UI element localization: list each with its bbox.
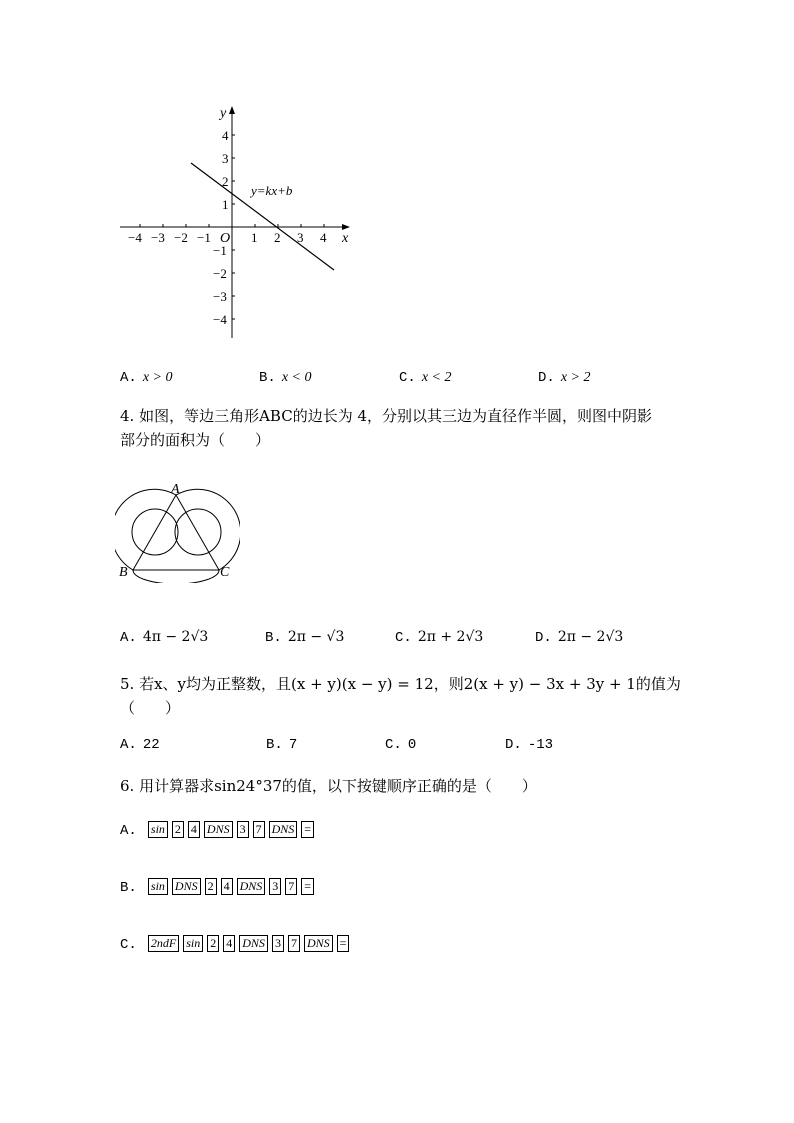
q4-option-b: B. 2π − √3	[265, 629, 345, 646]
x-tick: −3	[151, 230, 165, 245]
key-equals: =	[337, 935, 350, 952]
q3-option-d: D. x > 2	[538, 370, 591, 386]
q3-option-c: C. x < 2	[399, 370, 452, 386]
vertex-b-label: B	[119, 565, 128, 580]
key-sin: sin	[183, 935, 203, 952]
q4-option-c: C. 2π + 2√3	[395, 629, 484, 646]
origin-label: O	[220, 231, 231, 246]
y-axis-arrow	[229, 106, 235, 114]
key-2: 2	[205, 878, 217, 895]
q5-question-line2: （ ）	[120, 699, 181, 717]
key-3: 3	[269, 878, 281, 895]
x-tick: 3	[297, 230, 304, 245]
key-dns: DNS	[172, 878, 201, 895]
x-tick: 2	[274, 230, 281, 245]
x-tick: −1	[197, 230, 211, 245]
y-tick: 1	[222, 197, 229, 212]
vertex-c-label: C	[220, 565, 230, 580]
x-tick: 1	[251, 230, 258, 245]
x-axis-label: x	[342, 231, 349, 246]
q4-option-d: D. 2π − 2√3	[535, 629, 624, 646]
q5-option-d: D. -13	[505, 737, 554, 753]
key-4: 4	[221, 878, 233, 895]
key-2: 2	[207, 935, 219, 952]
q4-question-line1: 4. 如图，等边三角形ABC的边长为 4，分别以其三边为直径作半圆，则图中阴影	[120, 407, 653, 425]
x-axis-arrow	[342, 224, 350, 230]
q5-option-c: C. 0	[385, 737, 417, 753]
x-tick: −2	[174, 230, 188, 245]
q4-question-line2: 部分的面积为（ ）	[120, 431, 271, 449]
q6-option-a: A. sin 2 4 DNS 3 7 DNS =	[120, 819, 318, 839]
y-tick: 3	[222, 151, 229, 166]
key-dns: DNS	[204, 821, 233, 838]
x-tick: −4	[128, 230, 142, 245]
y-axis-label: y	[220, 106, 227, 121]
q3-option-a: A. x > 0	[120, 370, 173, 386]
key-dns: DNS	[304, 935, 333, 952]
triangle-figure	[115, 478, 240, 583]
x-tick: 4	[320, 230, 327, 245]
q3-option-b: B. x < 0	[259, 370, 312, 386]
key-sin: sin	[148, 821, 168, 838]
key-equals: =	[301, 878, 314, 895]
key-2ndf: 2ndF	[148, 935, 179, 952]
y-tick: 4	[222, 128, 229, 143]
y-tick: −3	[213, 289, 227, 304]
coordinate-graph	[110, 100, 360, 345]
key-equals: =	[301, 821, 314, 838]
key-3: 3	[272, 935, 284, 952]
q5-question-line1: 5. 若x、y均为正整数，且(x + y)(x − y) = 12，则2(x + y) − 3x + 3y + 1的值为	[120, 675, 681, 693]
y-tick: −4	[213, 312, 227, 327]
q4-option-a: A. 4π − 2√3	[120, 629, 209, 646]
key-sin: sin	[148, 878, 168, 895]
key-7: 7	[253, 821, 265, 838]
q5-option-b: B. 7	[266, 737, 298, 753]
q5-option-a: A. 22	[120, 737, 160, 753]
q6-question-line1: 6. 用计算器求sin24°37的值，以下按键顺序正确的是（ ）	[120, 777, 537, 795]
key-7: 7	[285, 878, 297, 895]
key-4: 4	[188, 821, 200, 838]
y-tick: −1	[213, 243, 227, 258]
line-label: y=kx+b	[251, 183, 293, 198]
key-dns: DNS	[237, 878, 266, 895]
y-tick: −2	[213, 266, 227, 281]
key-dns: DNS	[269, 821, 298, 838]
q6-option-b: B. sin DNS 2 4 DNS 3 7 =	[120, 876, 318, 896]
key-dns: DNS	[239, 935, 268, 952]
key-7: 7	[288, 935, 300, 952]
y-tick: 2	[222, 174, 229, 189]
vertex-a-label: A	[171, 482, 180, 497]
key-2: 2	[172, 821, 184, 838]
q6-option-c: C. 2ndF sin 2 4 DNS 3 7 DNS =	[120, 933, 353, 953]
key-3: 3	[237, 821, 249, 838]
key-4: 4	[223, 935, 235, 952]
